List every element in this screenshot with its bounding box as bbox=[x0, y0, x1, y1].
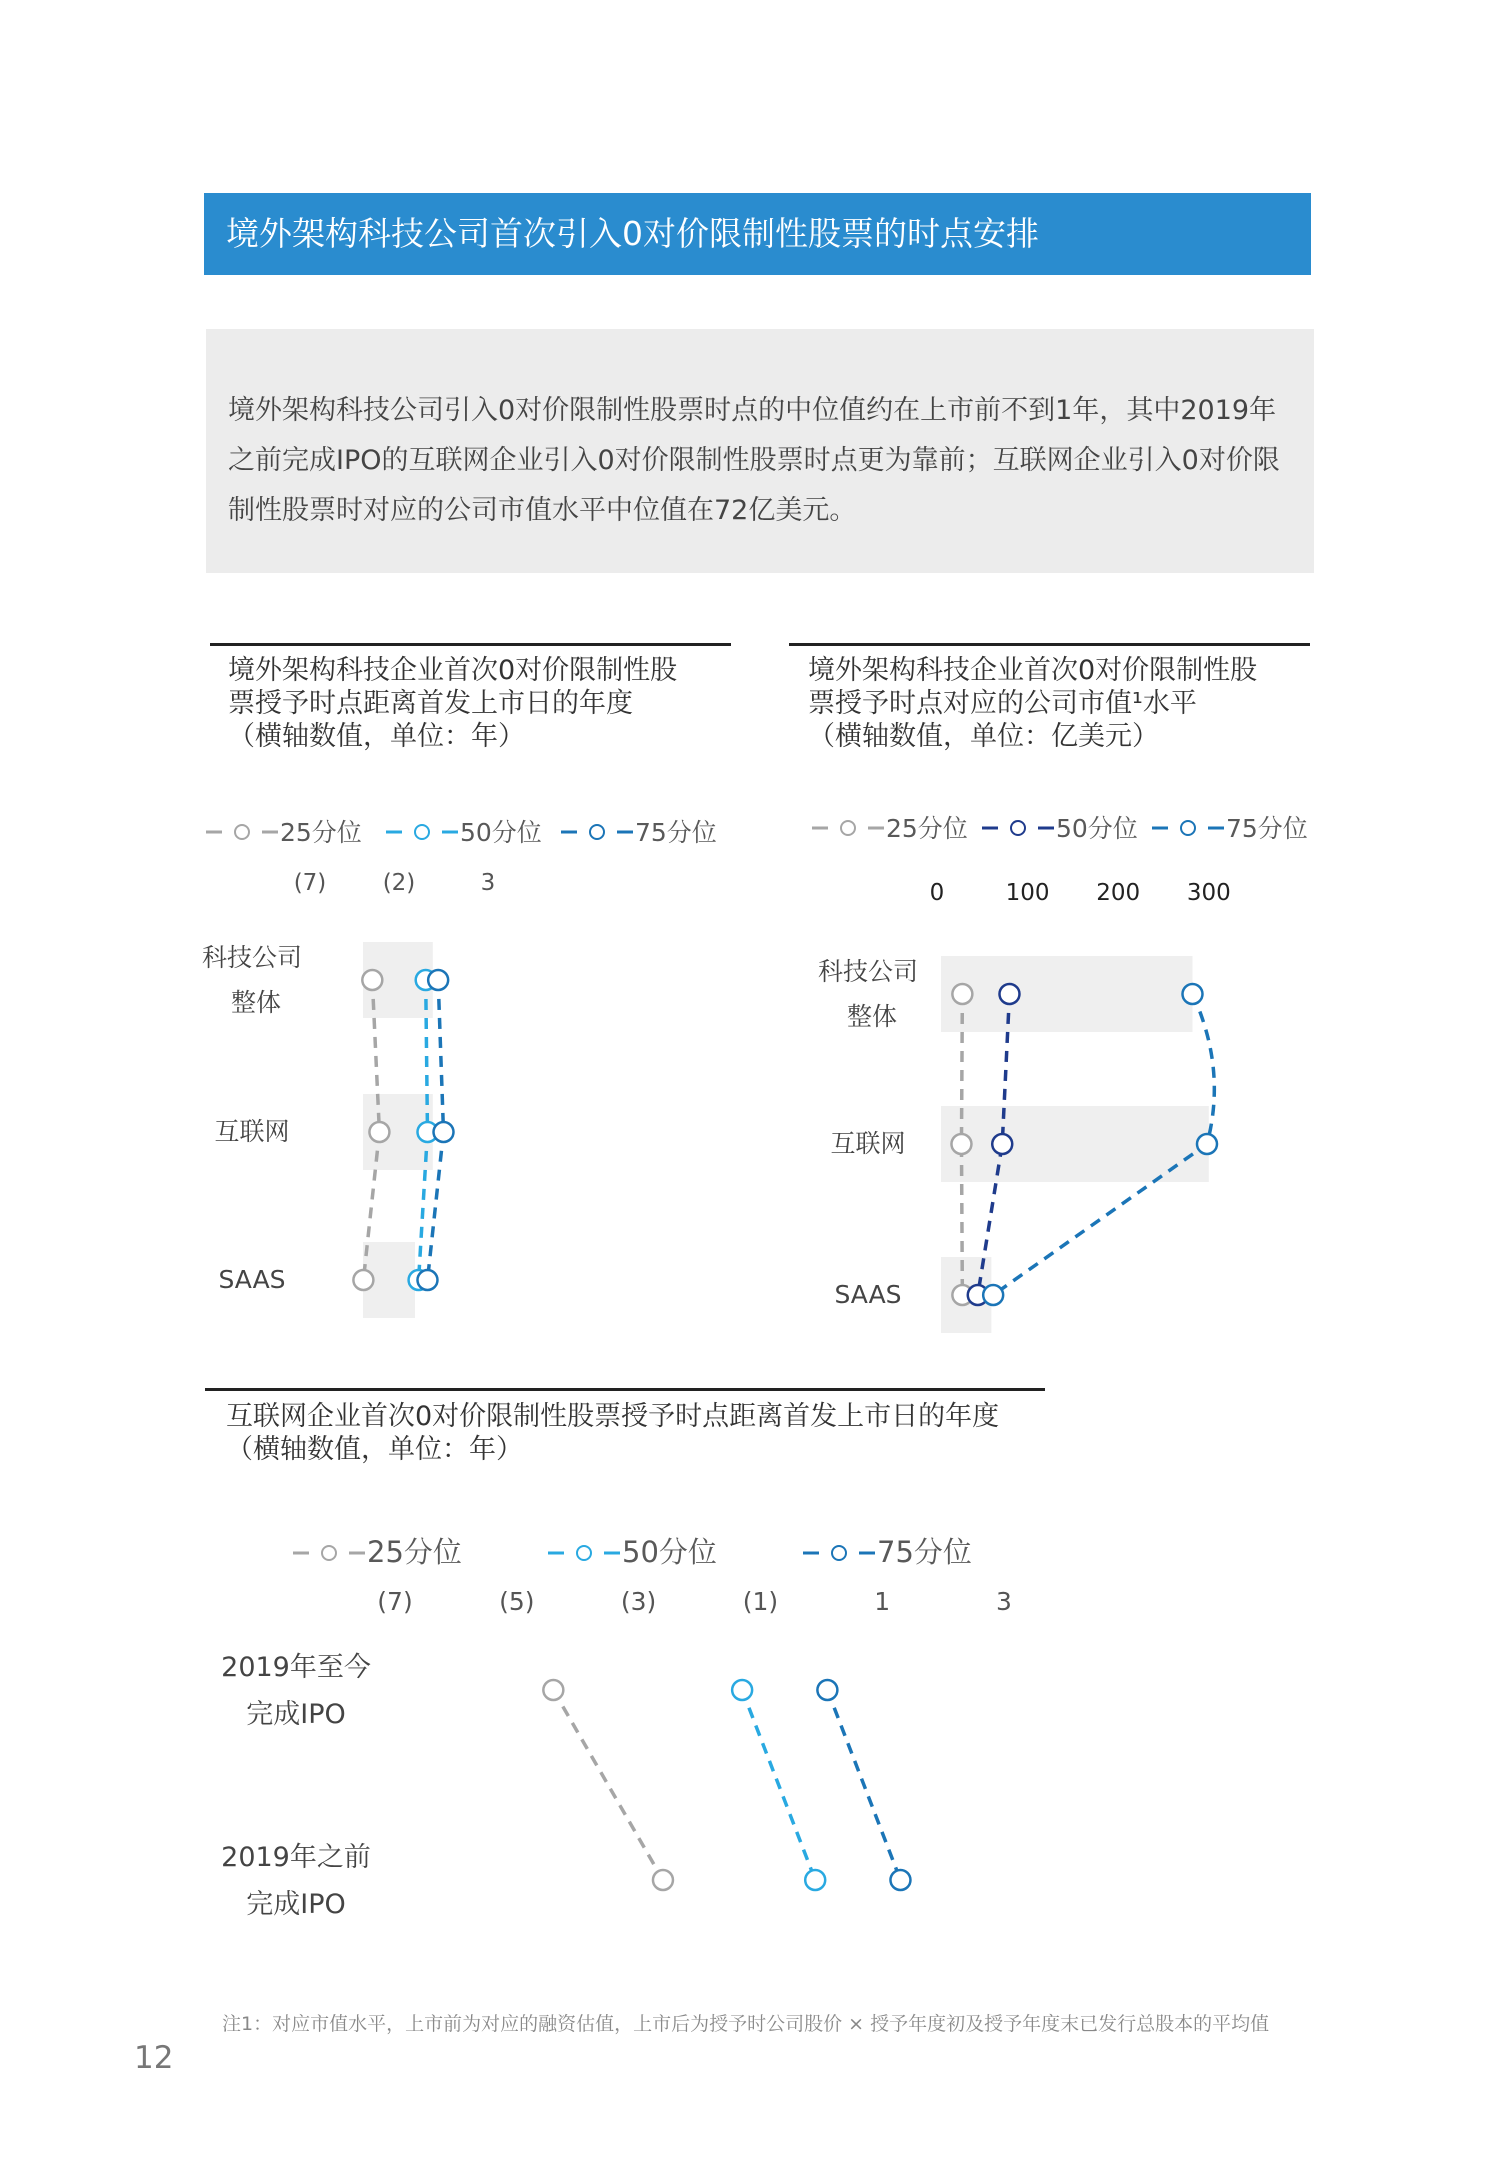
chart3-series-line-1 bbox=[742, 1690, 815, 1880]
chart2-legend-0 bbox=[812, 814, 968, 843]
chart2-group bbox=[812, 814, 1308, 1333]
chart1-group bbox=[202, 818, 717, 1318]
chart1-point-0-0 bbox=[362, 970, 382, 990]
legend-label: 75分位 bbox=[1226, 814, 1308, 843]
x-tick-label: 100 bbox=[1005, 880, 1050, 906]
chart1-point-2-0 bbox=[428, 970, 448, 990]
x-tick-label: 300 bbox=[1186, 880, 1231, 906]
chart3-series-line-2 bbox=[827, 1690, 900, 1880]
chart2-title: 境外架构科技企业首次0对价限制性股 票授予时点对应的公司市值¹水平 （横轴数值，单位：亿美元） bbox=[808, 655, 1258, 752]
chart1-legend-0 bbox=[206, 818, 362, 847]
chart3-title: 互联网企业首次0对价限制性股票授予时点距离首发上市日的年度 （横轴数值，单位：年） bbox=[226, 1401, 1000, 1465]
category-label: 互联网 bbox=[214, 1117, 290, 1146]
legend-marker bbox=[322, 1546, 336, 1560]
x-tick-label: (7) bbox=[377, 1587, 413, 1616]
chart2-point-2-0 bbox=[1182, 984, 1202, 1004]
category-label: 整体 bbox=[846, 1002, 898, 1031]
category-label: 科技公司 bbox=[201, 943, 303, 972]
chart2-legend-2 bbox=[1152, 814, 1308, 843]
chart2-point-2-1 bbox=[1197, 1134, 1217, 1154]
x-tick-label: (1) bbox=[742, 1587, 779, 1616]
legend-label: 50分位 bbox=[460, 818, 542, 847]
legend-label: 50分位 bbox=[622, 1535, 717, 1569]
x-tick-label: 1 bbox=[874, 1587, 891, 1616]
legend-marker bbox=[841, 821, 855, 835]
category-label: SAAS bbox=[834, 1280, 902, 1309]
chart1-legend-2 bbox=[561, 818, 717, 847]
chart1-legend-1 bbox=[386, 818, 542, 847]
x-tick-label: (3) bbox=[620, 1587, 657, 1616]
category-label: SAAS bbox=[218, 1265, 286, 1294]
chart2-point-1-1 bbox=[992, 1134, 1012, 1154]
legend-label: 50分位 bbox=[1056, 814, 1138, 843]
x-tick-label: 3 bbox=[996, 1587, 1012, 1616]
chart2-point-1-0 bbox=[999, 984, 1019, 1004]
chart2-point-0-0 bbox=[952, 984, 972, 1004]
legend-marker bbox=[1181, 821, 1195, 835]
footnote: 注1：对应市值水平，上市前为对应的融资估值，上市后为授予时公司股价 × 授予年度初及授予年度末已发行总股本的平均值 bbox=[222, 2013, 1270, 2035]
chart2-point-2-2 bbox=[983, 1285, 1003, 1305]
category-label: 整体 bbox=[230, 988, 282, 1017]
category-label: 完成IPO bbox=[246, 1699, 346, 1730]
x-tick-label: (2) bbox=[382, 870, 416, 896]
category-label: 完成IPO bbox=[246, 1889, 346, 1920]
chart2-point-0-1 bbox=[951, 1134, 971, 1154]
chart1-point-0-1 bbox=[369, 1122, 389, 1142]
section-title-banner: 境外架构科技公司首次引入0对价限制性股票的时点安排 bbox=[204, 193, 1311, 275]
chart3-point-1-1 bbox=[805, 1870, 825, 1890]
category-label: 科技公司 bbox=[817, 957, 919, 986]
legend-marker bbox=[577, 1546, 591, 1560]
chart3-point-1-0 bbox=[732, 1680, 752, 1700]
x-tick-label: 200 bbox=[1096, 880, 1141, 906]
legend-label: 25分位 bbox=[280, 818, 362, 847]
page-number: 12 bbox=[134, 2040, 174, 2076]
category-label: 2019年至今 bbox=[221, 1652, 371, 1683]
chart3-point-0-0 bbox=[543, 1680, 563, 1700]
chart3-legend-0 bbox=[293, 1535, 462, 1569]
category-label: 2019年之前 bbox=[221, 1842, 371, 1873]
legend-label: 25分位 bbox=[367, 1535, 462, 1569]
legend-label: 75分位 bbox=[635, 818, 717, 847]
chart3-series-line-0 bbox=[553, 1690, 663, 1880]
chart3-point-2-0 bbox=[817, 1680, 837, 1700]
chart3-point-0-1 bbox=[653, 1870, 673, 1890]
x-tick-label: 3 bbox=[480, 870, 496, 896]
legend-marker bbox=[590, 825, 604, 839]
x-tick-label: (7) bbox=[293, 870, 327, 896]
legend-label: 25分位 bbox=[886, 814, 968, 843]
chart1-point-2-1 bbox=[434, 1122, 454, 1142]
chart1-point-2-2 bbox=[417, 1270, 437, 1290]
x-tick-label: (5) bbox=[499, 1587, 535, 1616]
legend-marker bbox=[415, 825, 429, 839]
chart3-legend-2 bbox=[803, 1535, 972, 1569]
legend-label: 75分位 bbox=[877, 1535, 972, 1569]
category-label: 互联网 bbox=[830, 1129, 906, 1158]
summary-box: 境外架构科技公司引入0对价限制性股票时点的中位值约在上市前不到1年，其中2019年之前完成IPO的互联网企业引入0对价限制性股票时点更为靠前；互联网企业引入0对价限制性股票时对应的公司市值水平中位值在72亿美元。 bbox=[206, 329, 1314, 573]
chart2-legend-1 bbox=[982, 814, 1138, 843]
chart1-title: 境外架构科技企业首次0对价限制性股 票授予时点距离首发上市日的年度 （横轴数值，单位：年） bbox=[228, 655, 678, 752]
x-tick-label: 0 bbox=[929, 880, 945, 906]
chart3-legend-1 bbox=[548, 1535, 717, 1569]
legend-marker bbox=[235, 825, 249, 839]
chart3-group bbox=[221, 1535, 1012, 1920]
category-band bbox=[941, 956, 1192, 1032]
chart1-point-0-2 bbox=[353, 1270, 373, 1290]
legend-marker bbox=[1011, 821, 1025, 835]
legend-marker bbox=[832, 1546, 846, 1560]
chart3-point-2-1 bbox=[890, 1870, 910, 1890]
